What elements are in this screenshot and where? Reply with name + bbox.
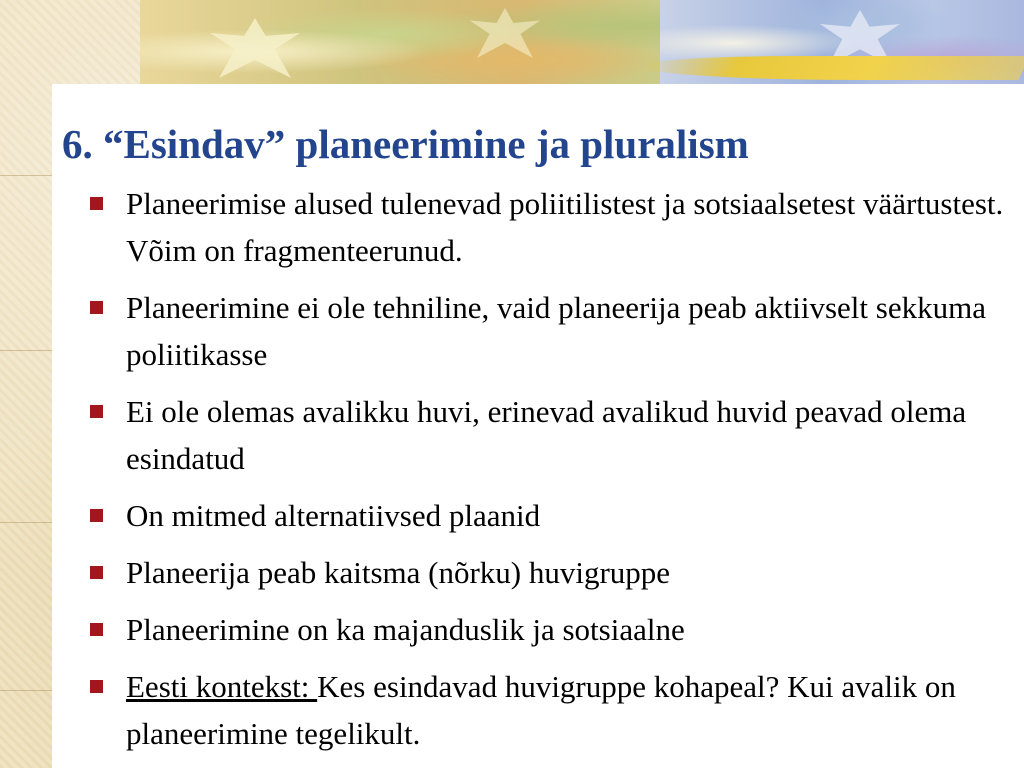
bullet-text: Ei ole olemas avalikku huvi, erinevad avalikud huvid peavad olema esindatud bbox=[126, 394, 967, 476]
bullet-item bbox=[126, 388, 1006, 482]
leaf-icon bbox=[470, 8, 540, 58]
leaf-banner-left bbox=[140, 0, 680, 86]
bullet-item bbox=[126, 549, 1006, 596]
slide-title: 6. “Esindav” planeerimine ja pluralism bbox=[62, 121, 749, 167]
bullet-item bbox=[126, 663, 1006, 757]
bullet-text: On mitmed alternatiivsed plaanid bbox=[126, 498, 541, 533]
square-bullet-icon bbox=[90, 405, 103, 418]
parchment-seam bbox=[0, 522, 52, 523]
square-bullet-icon bbox=[90, 301, 103, 314]
bullet-item bbox=[126, 606, 1006, 653]
parchment-seam bbox=[0, 690, 52, 691]
parchment-seam bbox=[0, 175, 52, 176]
bullet-text: Kes esindavad huvigruppe kohapeal? Kui avalik on planeerimine tegelikult. bbox=[126, 669, 956, 751]
bullet-text: Planeerimise alused tulenevad poliitilistest ja sotsiaalsetest väärtustest. Võim on fragmenteerunud. bbox=[126, 186, 1004, 268]
bullet-item bbox=[126, 284, 1006, 378]
bullet-item bbox=[126, 180, 1006, 274]
bullet-text: Planeerimine ei ole tehniline, vaid planeerija peab aktiivselt sekkuma poliitikasse bbox=[126, 290, 986, 372]
square-bullet-icon bbox=[90, 623, 103, 636]
square-bullet-icon bbox=[90, 197, 103, 210]
bullet-text: Planeerimine on ka majanduslik ja sotsiaalne bbox=[126, 612, 685, 647]
leaf-icon bbox=[210, 18, 300, 78]
bullet-text: Planeerija peab kaitsma (nõrku) huvigruppe bbox=[126, 555, 671, 590]
bullet-item bbox=[126, 492, 1006, 539]
bullet-prefix-underlined: Eesti kontekst: bbox=[126, 669, 318, 704]
square-bullet-icon bbox=[90, 509, 103, 522]
square-bullet-icon bbox=[90, 680, 103, 693]
bullet-list bbox=[126, 180, 1006, 767]
square-bullet-icon bbox=[90, 566, 103, 579]
parchment-seam bbox=[0, 350, 52, 351]
